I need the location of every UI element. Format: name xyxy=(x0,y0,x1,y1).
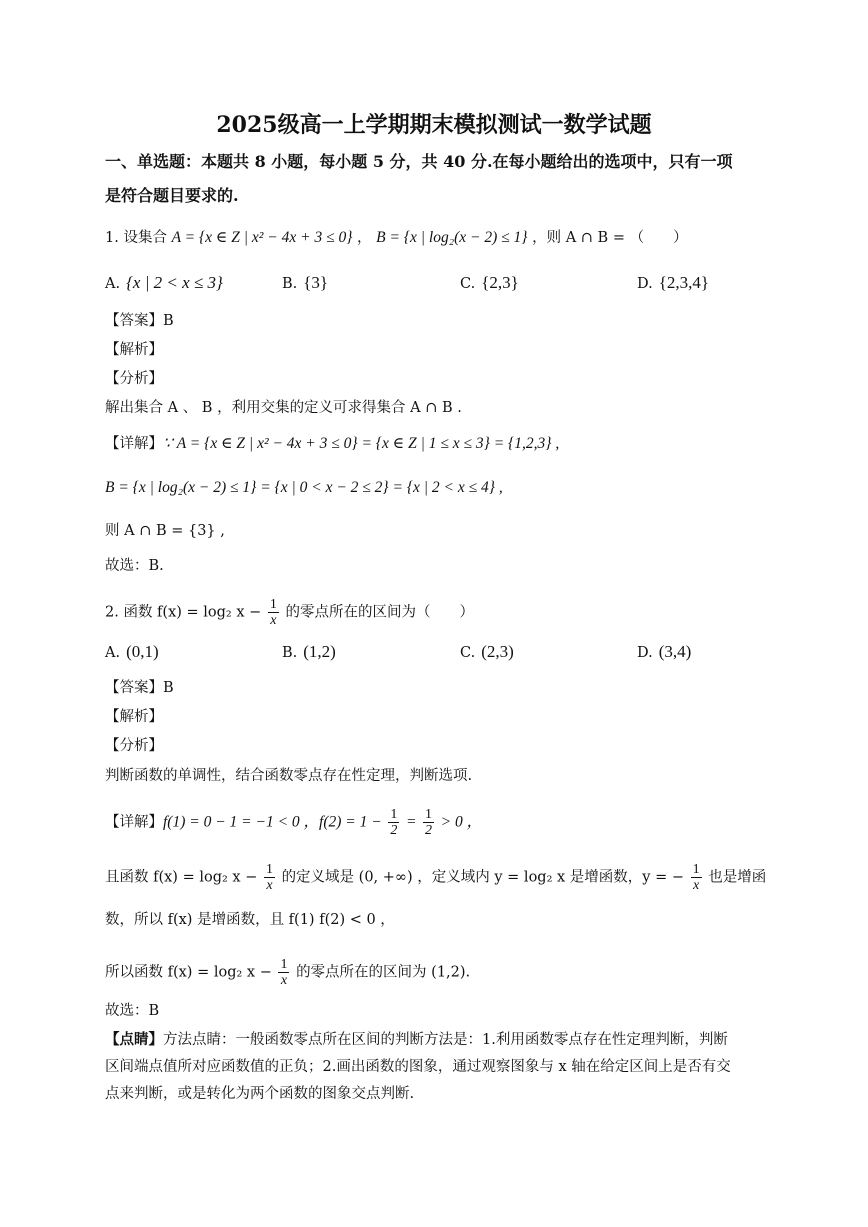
q1-option-c: C. {2,3} xyxy=(460,273,519,292)
q2-choose: 故选：B xyxy=(105,1003,160,1019)
q2-detail-4: 所以函数 f(x) = log₂ x − $\frac{1}{x}$ 的零点所在的区间为 (1,2). xyxy=(105,957,471,988)
q1-stem-prefix: 1. 设集合 xyxy=(105,230,167,246)
q2-detail-2: 且函数 f(x) = log₂ x − $\frac{1}{x}$ 的定义域是 (0, +∞) ，定义域内 y = log₂ x 是增函数，y = − $\frac{1}{x}$ 也是增函 xyxy=(105,862,767,893)
q1-stem-suffix: ，则 A ∩ B = （ ） xyxy=(532,230,688,246)
q2-dianjing xyxy=(105,1026,767,1108)
q2-dianjing-line2: 区间端点值所对应函数值的正负；2.画出函数的图象，通过观察图象与 x 轴在给定区间上是否有交 xyxy=(105,1059,731,1075)
fraction-1-over-2: $\frac{1}{2}$ xyxy=(390,807,398,838)
q1-option-b: B. {3} xyxy=(282,273,329,292)
q1-answer: 【答案】B xyxy=(105,313,174,329)
fraction-1-over-x: $\frac{1}{x}$ xyxy=(269,597,277,628)
q2-detail-1: 【详解】f(1) = 0 − 1 = −1 < 0 ，f(2) = 1 − $\frac{1}{2}$ = $\frac{1}{2}$ > 0 ， xyxy=(105,807,483,838)
q1-detail-2: B = {x | log₂(x − 2) ≤ 1} = {x | 0 < x − 2 ≤ 2} = {x | 2 < x ≤ 4} , xyxy=(105,479,503,496)
q2-fenxi-text: 判断函数的单调性，结合函数零点存在性定理，判断选项. xyxy=(105,768,473,784)
q1-jiexi: 【解析】 xyxy=(105,342,163,358)
q2-detail-3: 数，所以 f(x) 是增函数，且 f(1) f(2) < 0 ， xyxy=(105,912,395,928)
fraction-1-over-x-c: $\frac{1}{x}$ xyxy=(692,862,700,893)
page-title: 2025级高一上学期期末模拟测试一数学试题 xyxy=(216,112,652,138)
q2-option-a: A. (0,1) xyxy=(105,642,159,661)
q1-choose: 故选：B. xyxy=(105,558,164,574)
section-heading-line2: 是符合题目要求的. xyxy=(105,186,239,205)
q2-answer: 【答案】B xyxy=(105,680,174,696)
q1-set-a: A = {x ∈ Z | x² − 4x + 3 ≤ 0} xyxy=(171,229,353,246)
q2-fenxi: 【分析】 xyxy=(105,738,163,754)
q1-detail-3: 则 A ∩ B = {3} , xyxy=(105,523,225,539)
q1-stem: 1. 设集合 A = {x ∈ Z | x² − 4x + 3 ≤ 0} ， B = {x | log₂(x − 2) ≤ 1} ，则 A ∩ B = （ ） xyxy=(105,229,688,246)
section-heading-line1: 一、单选题：本题共 8 小题，每小题 5 分，共 40 分.在每小题给出的选项中，只有一项 xyxy=(105,152,733,171)
q1-fenxi-text: 解出集合 A 、 B ，利用交集的定义可求得集合 A ∩ B . xyxy=(105,400,462,416)
q2-jiexi: 【解析】 xyxy=(105,709,163,725)
fraction-1-over-x-b: $\frac{1}{x}$ xyxy=(265,862,273,893)
q2-stem: 2. 函数 f(x) = log₂ x − $\frac{1}{x}$ 的零点所在的区间为（ ） xyxy=(105,597,475,628)
q2-option-d: D. (3,4) xyxy=(637,642,692,661)
q1-fenxi: 【分析】 xyxy=(105,371,163,387)
q2-option-c: C. (2,3) xyxy=(460,642,514,661)
q1-option-d: D. {2,3,4} xyxy=(637,273,710,292)
q2-option-b: B. (1,2) xyxy=(282,642,336,661)
q2-dianjing-line3: 点来判断，或是转化为两个函数的图象交点判断. xyxy=(105,1086,415,1102)
q1-detail-1: 【详解】∵ A = {x ∈ Z | x² − 4x + 3 ≤ 0} = {x ∈ Z | 1 ≤ x ≤ 3} = {1,2,3} , xyxy=(105,435,560,452)
fraction-1-over-x-d: $\frac{1}{x}$ xyxy=(280,957,288,988)
q1-set-b: B = {x | log₂(x − 2) ≤ 1} xyxy=(376,229,528,246)
q1-option-a: A. {x | 2 < x ≤ 3} xyxy=(105,273,223,292)
q2-dianjing-line1: 【点睛】方法点睛：一般函数零点所在区间的判断方法是：1.利用函数零点存在性定理判断，判断 xyxy=(105,1031,728,1048)
fraction-1-over-2-b: $\frac{1}{2}$ xyxy=(425,807,433,838)
